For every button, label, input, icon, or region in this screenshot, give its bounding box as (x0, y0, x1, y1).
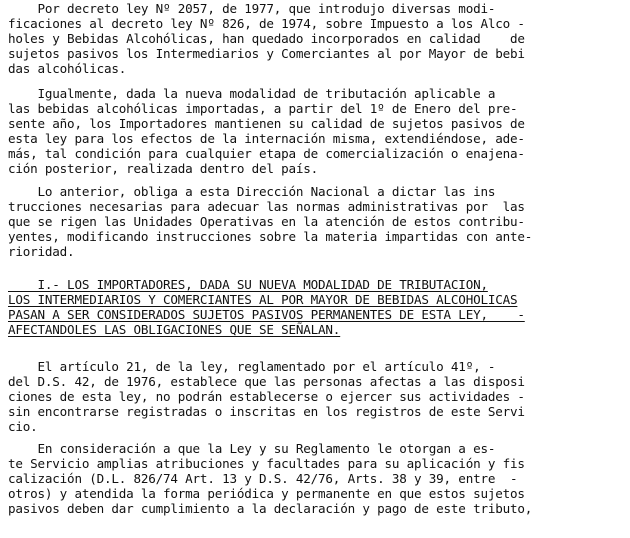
text-line: ción posterior, realizada dentro del país. (8, 161, 319, 176)
text-line: das alcohólicas. (8, 61, 127, 76)
text-line: En consideración a que la Ley y su Reglamento le otorgan a es- (8, 441, 496, 456)
text-line: holes y Bebidas Alcohólicas, han quedado incorporados en calidad de (8, 31, 525, 46)
text-line: ciones de esta ley, no podrán establecerse o ejercer sus actividades - (8, 389, 525, 404)
text-line: sente año, los Importadores mantienen su calidad de sujetos pasivos de (8, 116, 525, 131)
text-line: del D.S. 42, de 1976, establece que las personas afectas a las disposi (8, 374, 525, 389)
text-line: El artículo 21, de la ley, reglamentado por el artículo 41º, - (8, 359, 496, 374)
text-line: Lo anterior, obliga a esta Dirección Nacional a dictar las ins (8, 184, 496, 199)
heading-line: AFECTANDOLES LAS OBLIGACIONES QUE SE SEÑALAN. (8, 322, 341, 337)
text-line: Igualmente, dada la nueva modalidad de tributación aplicable a (8, 86, 496, 101)
heading-line: LOS INTERMEDIARIOS Y COMERCIANTES AL POR MAYOR DE BEBIDAS ALCOHOLICAS (8, 292, 518, 307)
text-line: las bebidas alcohólicas importadas, a partir del 1º de Enero del pre- (8, 101, 518, 116)
text-line: esta ley para los efectos de la internación misma, extendiéndose, ade- (8, 131, 525, 146)
text-line: otros) y atendida la forma periódica y permanente en que estos sujetos (8, 486, 525, 501)
text-line: más, tal condición para cualquier etapa de comercialización o enajena- (8, 146, 525, 161)
text-line: rioridad. (8, 244, 75, 259)
text-line: sujetos pasivos los Intermediarios y Comerciantes al por Mayor de bebi (8, 46, 525, 61)
text-line: te Servicio amplias atribuciones y facultades para su aplicación y fis (8, 456, 525, 471)
text-line: yentes, modificando instrucciones sobre la materia impartidas con ante- (8, 229, 533, 244)
text-line: Por decreto ley Nº 2057, de 1977, que introdujo diversas modi- (8, 1, 496, 16)
text-line: que se rigen las Unidades Operativas en la atención de estos contribu- (8, 214, 525, 229)
text-line: calización (D.L. 826/74 Art. 13 y D.S. 42/76, Arts. 38 y 39, entre - (8, 471, 518, 486)
text-line: pasivos deben dar cumplimiento a la declaración y pago de este tributo, (8, 501, 533, 516)
text-line: cio. (8, 419, 38, 434)
text-line: trucciones necesarias para adecuar las normas administrativas por las (8, 199, 525, 214)
heading-line: PASAN A SER CONSIDERADOS SUJETOS PASIVOS PERMANENTES DE ESTA LEY, - (8, 307, 525, 322)
text-line: sin encontrarse registradas o inscritas en los registros de este Servi (8, 404, 525, 419)
text-line: ficaciones al decreto ley Nº 826, de 1974, sobre Impuesto a los Alco - (8, 16, 525, 31)
heading-line: I.- LOS IMPORTADORES, DADA SU NUEVA MODALIDAD DE TRIBUTACION, (8, 277, 488, 292)
